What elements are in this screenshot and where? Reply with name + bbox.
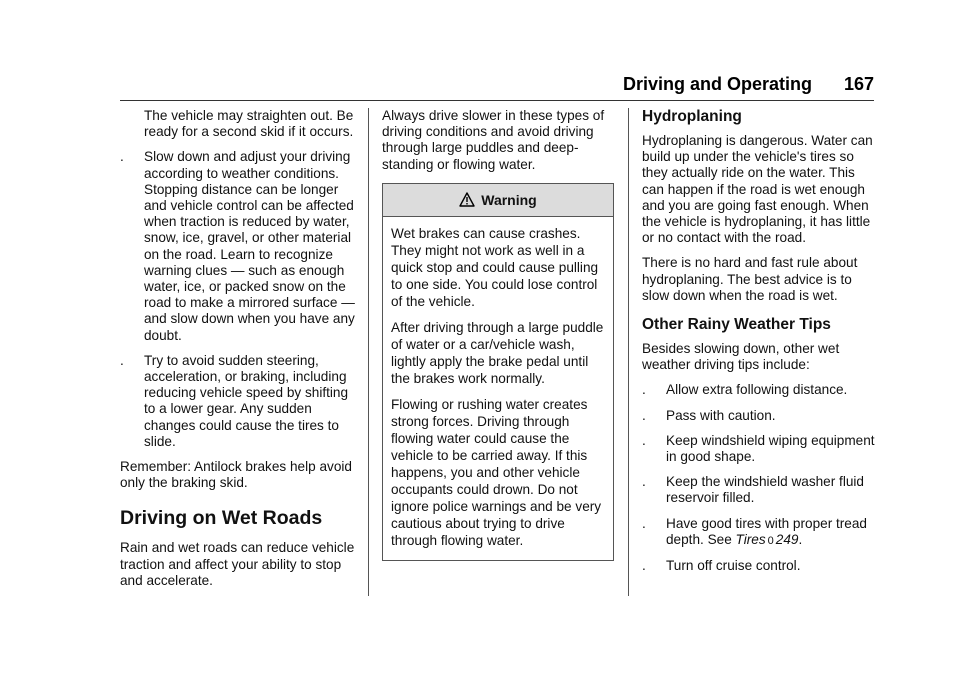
list-item-text: Pass with caution. (666, 407, 776, 423)
page-number: 167 (843, 74, 874, 94)
section-heading: Hydroplaning (642, 108, 742, 125)
section-heading: Driving on Wet Roads (120, 507, 323, 530)
warning-box (382, 183, 614, 561)
list-item (642, 382, 878, 398)
warning-triangle-icon (459, 192, 475, 207)
tires-page-ref[interactable]: 249 (775, 531, 799, 547)
bullet-mark: . (642, 474, 646, 490)
list-item-text: Keep windshield wiping equipment in good shape. (666, 432, 875, 465)
subsection-heading: Other Rainy Weather Tips (642, 316, 831, 334)
remember-paragraph: Remember: Antilock brakes help avoid only the braking skid. (120, 459, 352, 491)
continued-paragraph: The vehicle may straighten out. Be ready for a second skid if it occurs. (144, 108, 354, 140)
list-item (120, 353, 355, 450)
warning-paragraph: Flowing or rushing water creates strong forces. Driving through flowing water could cause the vehicle to be carried away. If this happens, you and other vehicle occupants could drown. Do not ignore police warnings and be very cautious about trying to drive through flowing water. (391, 396, 602, 548)
paragraph: There is no hard and fast rule about hydroplaning. The best advice is to slow down when the road is wet. (642, 255, 858, 303)
paragraph: Besides slowing down, other wet weather driving tips include: (642, 341, 840, 373)
list-item-text: Keep the windshield washer fluid reservoir filled. (666, 474, 864, 506)
column-divider (368, 108, 369, 596)
list-item-text: Turn off cruise control. (666, 558, 801, 574)
column-right (642, 108, 878, 583)
list-item-end: . (798, 531, 803, 547)
column-left (120, 108, 355, 598)
bullet-mark: . (642, 515, 646, 531)
page-ref-arrow-icon: 0 (767, 534, 774, 547)
list-item-text: Have good tires with proper tread depth. See (666, 515, 867, 547)
list-item (120, 149, 355, 343)
column-middle (382, 108, 614, 561)
bullet-mark: . (120, 149, 124, 165)
list-item-text: Slow down and adjust your driving according to weather conditions. Stopping distance can be longer and vehicle control can be affected when traction is reduced by water, snow, ice, gravel, or other material on the road. Learn to recognize warning clues — such as enough water, ice, or packed snow on the road to make a mirrored surface — and slow down when you have any doubt. (144, 149, 355, 343)
bullet-mark: . (642, 382, 646, 398)
list-item (642, 558, 878, 574)
section-title: Driving and Operating (622, 74, 812, 94)
paragraph: Always drive slower in these types of driving conditions and avoid driving through large puddles and deep-standing or flowing water. (382, 108, 605, 172)
list-item (642, 516, 878, 549)
list-item (642, 408, 878, 424)
column-divider (628, 108, 629, 596)
warning-paragraph: Wet brakes can cause crashes. They might not work as well in a quick stop and could cause pulling to one side. You could lose control of the vehicle. (391, 225, 599, 309)
bullet-mark: . (642, 558, 646, 574)
page-header (120, 70, 874, 101)
bullet-mark: . (642, 407, 646, 423)
warning-title: Warning (481, 191, 537, 208)
bullet-mark: . (642, 432, 646, 448)
paragraph: Hydroplaning is dangerous. Water can build up under the vehicle's tires so they actually ride on the water. This can happen if the road is wet enough and you are going fast enough. When the vehicle is hydroplaning, it has little or no contact with the road. (642, 133, 873, 246)
warning-body (383, 217, 613, 560)
bullet-mark: . (120, 352, 124, 368)
list-item-text: Try to avoid sudden steering, acceleration, or braking, including reducing vehicle speed by shifting to a lower gear. Any sudden changes could cause the tires to slide. (144, 352, 349, 449)
tires-link[interactable]: Tires (735, 531, 766, 547)
warning-header (383, 184, 613, 217)
warning-paragraph: After driving through a large puddle of water or a car/vehicle wash, lightly apply the brake pedal until the brakes work normally. (391, 319, 604, 386)
list-item-text: Allow extra following distance. (666, 382, 848, 398)
list-item (642, 433, 878, 465)
list-item (642, 474, 878, 506)
section-intro: Rain and wet roads can reduce vehicle traction and affect your ability to stop and accelerate. (120, 540, 355, 588)
